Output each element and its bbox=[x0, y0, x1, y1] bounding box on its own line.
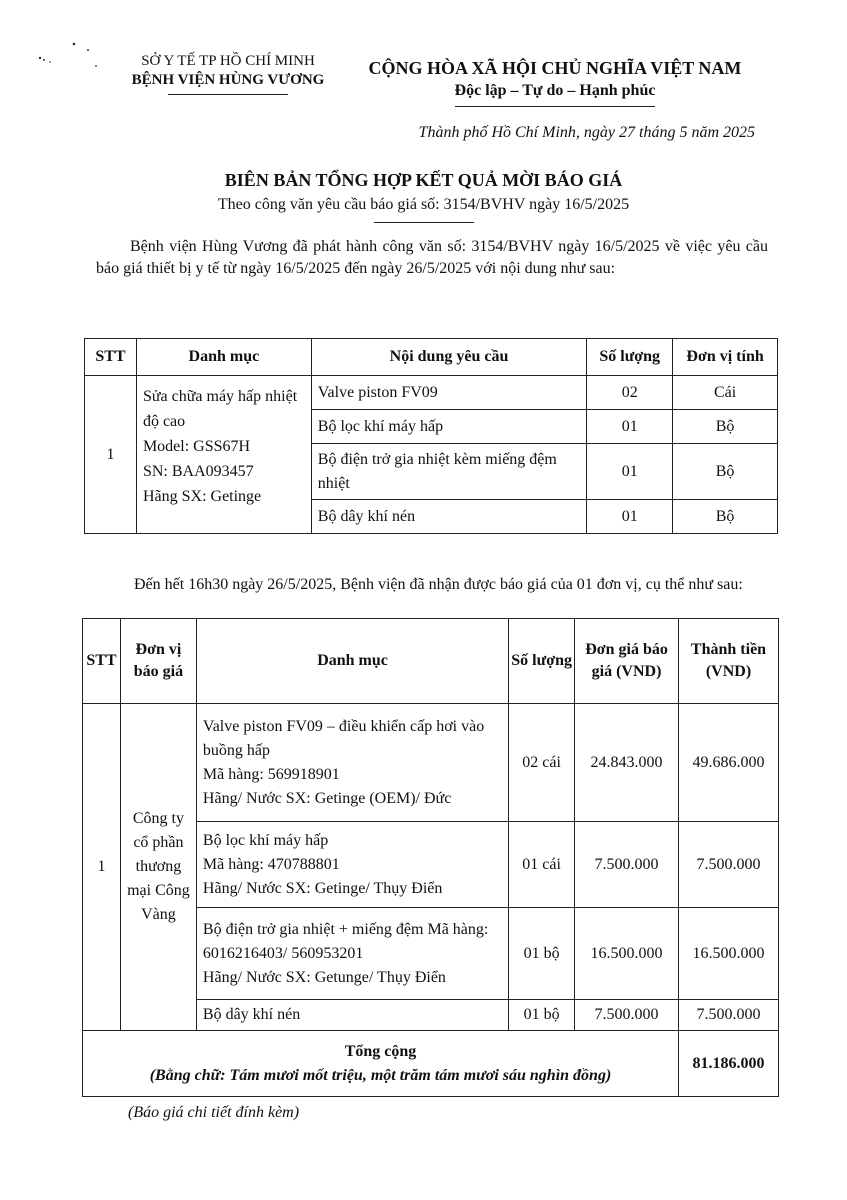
header-cell: Đơn giá báo giá (VND) bbox=[575, 619, 679, 704]
qty-cell: 01 bbox=[587, 410, 673, 444]
item-cell bbox=[196, 908, 508, 1000]
intro-paragraph: Bệnh viện Hùng Vương đã phát hành công văn số: 3154/BVHV ngày 16/5/2025 về việc yêu cầu báo giá thiết bị y tế từ ngày 16/5/2025 đến ngày 26/5/2025 với nội dung như sau: bbox=[96, 238, 768, 277]
unit-price-cell: 16.500.000 bbox=[575, 908, 679, 1000]
quote-table bbox=[82, 618, 779, 1097]
unit-cell: Cái bbox=[673, 376, 778, 410]
qty-cell: 01 bộ bbox=[509, 908, 575, 1000]
header-cell: Danh mục bbox=[136, 339, 311, 376]
category-cell bbox=[136, 376, 311, 534]
result-paragraph: Đến hết 16h30 ngày 26/5/2025, Bệnh viện đã nhận được báo giá của 01 đơn vị, cụ thể như sau: bbox=[134, 576, 743, 593]
table-header-row bbox=[83, 619, 779, 704]
header-cell: STT bbox=[83, 619, 121, 704]
scan-marks bbox=[30, 36, 110, 76]
category-line: Model: GSS67H bbox=[142, 438, 251, 455]
hospital-name: BỆNH VIỆN HÙNG VƯƠNG bbox=[131, 72, 325, 88]
total-in-words: (Bằng chữ: Tám mươi mốt triệu, một trăm tám mươi sáu nghìn đồng) bbox=[149, 1066, 612, 1084]
category-line: Sửa chữa máy hấp nhiệt độ cao bbox=[142, 388, 298, 430]
content-cell: Valve piston FV09 bbox=[311, 376, 586, 410]
qty-cell: 02 bbox=[587, 376, 673, 410]
header-cell: Nội dung yêu cầu bbox=[311, 339, 586, 376]
item-cell bbox=[196, 1000, 508, 1031]
country-name: CỘNG HÒA XÃ HỘI CHỦ NGHĨA VIỆT NAM bbox=[368, 58, 742, 78]
request-table bbox=[84, 338, 778, 534]
document-subtitle: Theo công văn yêu cầu báo giá số: 3154/BVHV ngày 16/5/2025 bbox=[217, 196, 630, 213]
item-line: Hãng/ Nước SX: Getinge/ Thụy Điển bbox=[202, 879, 443, 897]
vendor-cell: Công ty cổ phần thương mại Công Vàng bbox=[120, 704, 196, 1031]
item-line: Mã hàng: 569918901 bbox=[202, 765, 340, 783]
date-line: Thành phố Hồ Chí Minh, ngày 27 tháng 5 năm 2025 bbox=[418, 124, 755, 141]
department-name: SỞ Y TẾ TP HỒ CHÍ MINH bbox=[141, 53, 315, 69]
unit-price-cell: 24.843.000 bbox=[575, 704, 679, 822]
item-line: Mã hàng: 470788801 bbox=[202, 855, 340, 873]
document-title: BIÊN BẢN TỔNG HỢP KẾT QUẢ MỜI BÁO GIÁ bbox=[224, 170, 623, 190]
category-line: SN: BAA093457 bbox=[142, 463, 254, 480]
header-left bbox=[108, 52, 348, 95]
qty-cell: 01 bbox=[587, 444, 673, 500]
item-line: Bộ lọc khí máy hấp bbox=[202, 831, 329, 849]
unit-price-cell: 7.500.000 bbox=[575, 822, 679, 908]
header-cell: Đơn vị báo giá bbox=[120, 619, 196, 704]
header-cell: Số lượng bbox=[587, 339, 673, 376]
total-label: Tổng cộng bbox=[344, 1042, 417, 1060]
qty-cell: 01 bộ bbox=[509, 1000, 575, 1031]
amount-cell: 7.500.000 bbox=[679, 1000, 779, 1031]
motto: Độc lập – Tự do – Hạnh phúc bbox=[454, 82, 656, 99]
amount-cell: 16.500.000 bbox=[679, 908, 779, 1000]
grand-total-cell: 81.186.000 bbox=[679, 1031, 779, 1097]
item-cell bbox=[196, 822, 508, 908]
table-header-row bbox=[85, 339, 778, 376]
header-cell: STT bbox=[85, 339, 137, 376]
unit-cell: Bộ bbox=[673, 500, 778, 534]
item-line: Hãng/ Nước SX: Getinge (OEM)/ Đức bbox=[202, 789, 452, 807]
qty-cell: 02 cái bbox=[509, 704, 575, 822]
table-row bbox=[85, 376, 778, 410]
header-cell: Thành tiền (VND) bbox=[679, 619, 779, 704]
unit-price-cell: 7.500.000 bbox=[575, 1000, 679, 1031]
attachment-note: (Báo giá chi tiết đính kèm) bbox=[128, 1104, 300, 1121]
amount-cell: 7.500.000 bbox=[679, 822, 779, 908]
divider bbox=[455, 106, 655, 107]
category-line: Hãng SX: Getinge bbox=[142, 488, 262, 505]
item-line: Bộ điện trở gia nhiệt + miếng đệm Mã hàng: 6016216403/ 560953201 bbox=[202, 920, 489, 962]
unit-cell: Bộ bbox=[673, 410, 778, 444]
qty-cell: 01 bbox=[587, 500, 673, 534]
item-line: Valve piston FV09 – điều khiển cấp hơi vào buồng hấp bbox=[202, 717, 485, 759]
qty-cell: 01 cái bbox=[509, 822, 575, 908]
content-cell: Bộ dây khí nén bbox=[311, 500, 586, 534]
amount-cell: 49.686.000 bbox=[679, 704, 779, 822]
total-row bbox=[83, 1031, 779, 1097]
stt-cell: 1 bbox=[83, 704, 121, 1031]
stt-cell: 1 bbox=[85, 376, 137, 534]
unit-cell: Bộ bbox=[673, 444, 778, 500]
content-cell: Bộ điện trở gia nhiệt kèm miếng đệm nhiệt bbox=[311, 444, 586, 500]
header-cell: Danh mục bbox=[196, 619, 508, 704]
item-cell bbox=[196, 704, 508, 822]
header-right bbox=[345, 56, 765, 107]
divider bbox=[168, 94, 288, 95]
item-line: Hãng/ Nước SX: Getunge/ Thụy Điển bbox=[202, 968, 446, 986]
table-row bbox=[83, 704, 779, 822]
header-cell: Đơn vị tính bbox=[673, 339, 778, 376]
divider bbox=[374, 222, 474, 223]
header-cell: Số lượng bbox=[509, 619, 575, 704]
item-line: Bộ dây khí nén bbox=[202, 1006, 301, 1023]
content-cell: Bộ lọc khí máy hấp bbox=[311, 410, 586, 444]
total-label-cell bbox=[83, 1031, 679, 1097]
